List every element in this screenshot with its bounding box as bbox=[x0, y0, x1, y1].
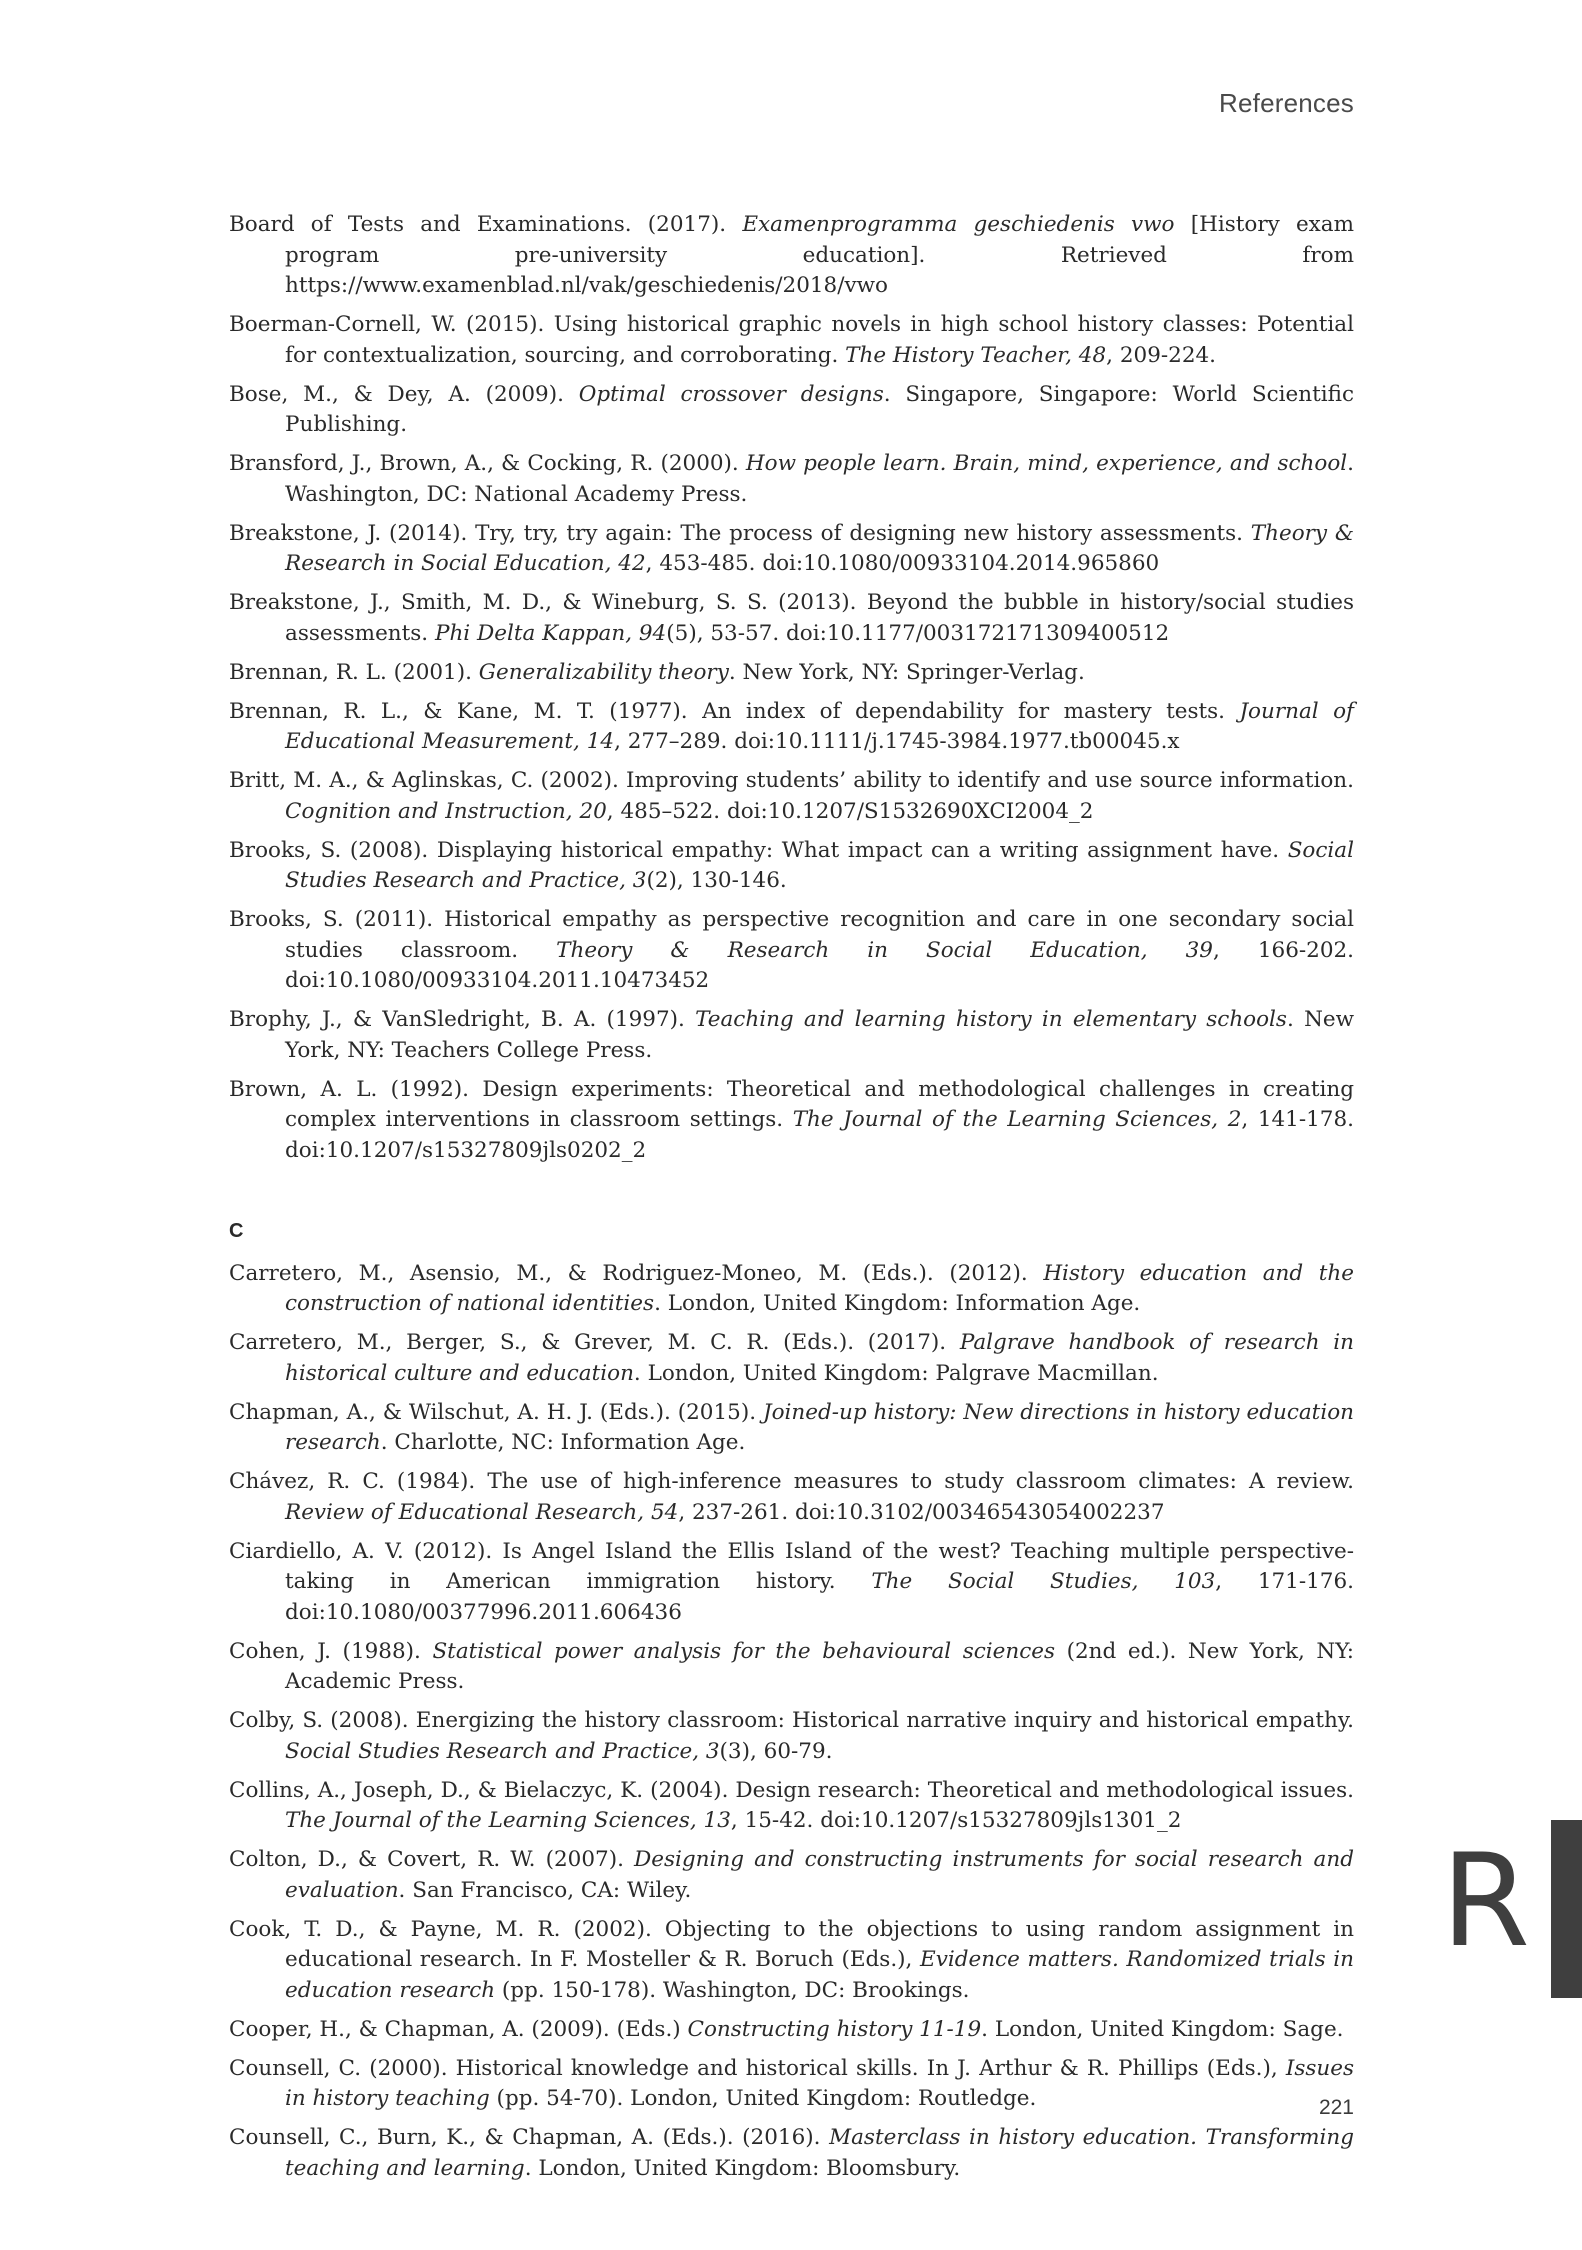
reference-title: Constructing history 11-19 bbox=[687, 2016, 982, 2042]
reference-text-end: . London, United Kingdom: Sage. bbox=[981, 2016, 1344, 2042]
reference-text-end: . London, United Kingdom: Palgrave Macmillan. bbox=[633, 1360, 1159, 1386]
reference-entry bbox=[229, 1259, 1354, 1320]
reference-text: Carretero, M., Berger, S., & Grever, M. C. R. (Eds.). (2017). bbox=[229, 1330, 960, 1355]
reference-entry bbox=[229, 766, 1354, 827]
reference-entry bbox=[229, 1005, 1354, 1066]
reference-title: Joined-up history: New directions in history education research bbox=[285, 1399, 1354, 1455]
reference-entry bbox=[229, 697, 1354, 758]
reference-text-end: , 237-261. doi:10.3102/00346543054002237 bbox=[678, 1499, 1165, 1525]
reference-title: The Journal of the Learning Sciences, 2 bbox=[792, 1107, 1242, 1132]
reference-text: Colby, S. (2008). Energizing the history classroom: Historical narrative inquiry and historical empathy. bbox=[229, 1708, 1354, 1733]
reference-group-b bbox=[229, 210, 1354, 1166]
reference-text-end: . London, United Kingdom: Information Age. bbox=[654, 1291, 1141, 1316]
reference-entry bbox=[229, 1706, 1354, 1767]
reference-text-end: (pp. 54-70). London, United Kingdom: Routledge. bbox=[489, 2086, 1037, 2111]
reference-text: Carretero, M., Asensio, M., & Rodriguez-Moneo, M. (Eds.). (2012). bbox=[229, 1260, 1044, 1286]
reference-text-end: . Washington, DC: National Academy Press. bbox=[285, 451, 1354, 507]
reference-text: Bransford, J., Brown, A., & Cocking, R. (2000). bbox=[229, 451, 746, 476]
reference-text: Ciardiello, A. V. (2012). Is Angel Island the Ellis Island of the west? Teaching multiple perspective-taking in American immigration history. bbox=[229, 1538, 1354, 1594]
reference-text: Board of Tests and Examinations. (2017). bbox=[229, 212, 743, 237]
reference-group-c bbox=[229, 1259, 1354, 2185]
reference-text: Chávez, R. C. (1984). The use of high-inference measures to study classroom climates: A review. bbox=[229, 1469, 1354, 1494]
reference-text-end: (3), 60-79. bbox=[719, 1738, 833, 1764]
reference-entry bbox=[229, 1398, 1354, 1459]
reference-text: Chapman, A., & Wilschut, A. H. J. (Eds.). (2015). bbox=[229, 1399, 763, 1425]
reference-title: Palgrave handbook of research in historical culture and education bbox=[285, 1330, 1354, 1386]
reference-title: History education and the construction of national identities bbox=[285, 1260, 1354, 1316]
reference-entry bbox=[229, 1467, 1354, 1528]
reference-text: Brophy, J., & VanSledright, B. A. (1997). bbox=[229, 1007, 696, 1032]
reference-list bbox=[229, 210, 1354, 2193]
reference-title: The History Teacher, 48 bbox=[845, 342, 1107, 368]
reference-entry bbox=[229, 588, 1354, 649]
reference-title: How people learn. Brain, mind, experience, and school bbox=[745, 451, 1348, 476]
reference-entry bbox=[229, 310, 1354, 371]
reference-text: Cook, T. D., & Payne, M. R. (2002). Objecting to the objections to using random assignment in educational research. In F. Mosteller & R. Boruch (Eds.), bbox=[229, 1916, 1354, 1972]
reference-entry bbox=[229, 519, 1354, 580]
reference-title: Statistical power analysis for the behavioural sciences bbox=[432, 1638, 1056, 1664]
reference-text: Breakstone, J. (2014). Try, try, try again: The process of designing new history assessments. bbox=[229, 520, 1251, 546]
reference-entry bbox=[229, 2015, 1354, 2046]
reference-text-end: . New York, NY: Teachers College Press. bbox=[285, 1007, 1355, 1063]
page-number: 221 bbox=[1318, 2096, 1354, 2119]
reference-entry bbox=[229, 658, 1354, 689]
running-head-title: References bbox=[1219, 88, 1354, 118]
reference-entry bbox=[229, 449, 1354, 510]
reference-title: Teaching and learning history in elementary schools bbox=[695, 1007, 1287, 1032]
reference-title: Issues in history teaching bbox=[285, 2055, 1354, 2111]
reference-title: Designing and constructing instruments for social research and evaluation bbox=[285, 1847, 1354, 1903]
reference-entry bbox=[229, 2054, 1354, 2115]
reference-text-end: [History exam program pre-university education]. Retrieved from https://www.examenblad.nl/vak/geschiedenis/2018/vwo bbox=[285, 212, 1355, 298]
reference-title: Theory & Research in Social Education, 39 bbox=[556, 937, 1213, 963]
reference-text-end: (5), 53-57. doi:10.1177/003172171309400512 bbox=[666, 620, 1170, 646]
thumb-index-bar bbox=[1551, 1820, 1582, 1998]
thumb-index-letter: R bbox=[1441, 1827, 1530, 1976]
reference-entry bbox=[229, 1915, 1354, 2007]
reference-text: Counsell, C., Burn, K., & Chapman, A. (Eds.). (2016). bbox=[229, 2125, 830, 2150]
reference-text-end: , 209-224. bbox=[1106, 342, 1217, 368]
reference-entry bbox=[229, 380, 1354, 441]
reference-text: Colton, D., & Covert, R. W. (2007). bbox=[229, 1847, 635, 1872]
reference-text-end: , 453-485. doi:10.1080/00933104.2014.965860 bbox=[645, 551, 1160, 576]
reference-title: Optimal crossover designs bbox=[578, 381, 884, 407]
reference-title: Review of Educational Research, 54 bbox=[285, 1499, 679, 1525]
reference-text: Brooks, S. (2011). Historical empathy as perspective recognition and care in one secondary social studies classroom. bbox=[229, 907, 1354, 963]
reference-text-end: (2nd ed.). New York, NY: Academic Press. bbox=[285, 1638, 1355, 1694]
reference-text: Brennan, R. L., & Kane, M. T. (1977). An index of dependability for mastery tests. bbox=[229, 698, 1240, 724]
reference-entry bbox=[229, 210, 1354, 302]
reference-text: Brown, A. L. (1992). Design experiments: Theoretical and methodological challenges in creating complex interventions in classroom settings. bbox=[229, 1076, 1354, 1132]
reference-title: Examenprogramma geschiedenis vwo bbox=[742, 212, 1175, 237]
reference-text: Britt, M. A., & Aglinskas, C. (2002). Improving students’ ability to identify and use source information. bbox=[229, 768, 1354, 793]
reference-text: Collins, A., Joseph, D., & Bielaczyc, K. (2004). Design research: Theoretical and methodological issues. bbox=[229, 1777, 1354, 1803]
reference-text: Cohen, J. (1988). bbox=[229, 1638, 433, 1664]
reference-text-end: . London, United Kingdom: Bloomsbury. bbox=[524, 2155, 961, 2181]
reference-title: Cognition and Instruction, 20 bbox=[285, 798, 607, 824]
reference-entry bbox=[229, 836, 1354, 897]
reference-title: Social Studies Research and Practice, 3 bbox=[285, 837, 1354, 893]
reference-entry bbox=[229, 1776, 1354, 1837]
reference-text: Brooks, S. (2008). Displaying historical empathy: What impact can a writing assignment have. bbox=[229, 837, 1288, 863]
section-heading-c: C bbox=[229, 1220, 244, 1242]
reference-text-end: . Singapore, Singapore: World Scientific Publishing. bbox=[285, 381, 1354, 437]
reference-text-end: (pp. 150-178). Washington, DC: Brookings. bbox=[495, 1977, 970, 2003]
reference-text-end: , 166-202. doi:10.1080/00933104.2011.10473452 bbox=[285, 937, 1355, 993]
reference-text-end: , 485–522. doi:10.1207/S1532690XCI2004_2 bbox=[606, 798, 1094, 824]
reference-text-end: , 277–289. doi:10.1111/j.1745-3984.1977.tb00045.x bbox=[614, 729, 1180, 754]
reference-text: Cooper, H., & Chapman, A. (2009). (Eds.) bbox=[229, 2016, 688, 2042]
reference-text: Counsell, C. (2000). Historical knowledge and historical skills. In J. Arthur & R. Phillips (Eds.), bbox=[229, 2055, 1286, 2081]
reference-text: Breakstone, J., Smith, M. D., & Wineburg, S. S. (2013). Beyond the bubble in history/social studies assessments. bbox=[229, 590, 1354, 646]
reference-title: The Social Studies, 103 bbox=[871, 1569, 1216, 1594]
reference-entry bbox=[229, 2123, 1354, 2184]
reference-entry bbox=[229, 1328, 1354, 1389]
reference-text-end: . Charlotte, NC: Information Age. bbox=[380, 1430, 746, 1455]
reference-text-end: , 141-178. doi:10.1207/s15327809jls0202_2 bbox=[285, 1107, 1354, 1163]
reference-text: Brennan, R. L. (2001). bbox=[229, 659, 479, 685]
reference-title: The Journal of the Learning Sciences, 13 bbox=[285, 1808, 731, 1833]
reference-title: Journal of Educational Measurement, 14 bbox=[285, 698, 1355, 754]
reference-title: Evidence matters. Randomized trials in education research bbox=[285, 1947, 1354, 2003]
reference-entry bbox=[229, 1845, 1354, 1906]
reference-title: Masterclass in history education. Transforming teaching and learning bbox=[285, 2125, 1354, 2181]
reference-text-end: , 171-176. doi:10.1080/00377996.2011.606436 bbox=[285, 1569, 1354, 1625]
reference-title: Phi Delta Kappan, 94 bbox=[434, 620, 667, 646]
reference-text-end: , 15-42. doi:10.1207/s15327809jls1301_2 bbox=[730, 1808, 1182, 1833]
reference-entry bbox=[229, 1075, 1354, 1167]
reference-title: Social Studies Research and Practice, 3 bbox=[285, 1738, 720, 1764]
reference-entry bbox=[229, 1637, 1354, 1698]
reference-text-end: (2), 130-146. bbox=[646, 868, 787, 893]
reference-title: Generalizability theory bbox=[478, 659, 729, 685]
reference-text: Boerman-Cornell, W. (2015). Using historical graphic novels in high school history classes: Potential for contextualization, sourcing, and corroborating. bbox=[229, 312, 1354, 368]
reference-text-end: . New York, NY: Springer-Verlag. bbox=[728, 659, 1085, 685]
reference-entry bbox=[229, 1537, 1354, 1629]
reference-text: Bose, M., & Dey, A. (2009). bbox=[229, 381, 579, 407]
reference-text-end: . San Francisco, CA: Wiley. bbox=[398, 1877, 692, 1903]
reference-entry bbox=[229, 905, 1354, 997]
reference-title: Theory & Research in Social Education, 42 bbox=[285, 520, 1354, 576]
